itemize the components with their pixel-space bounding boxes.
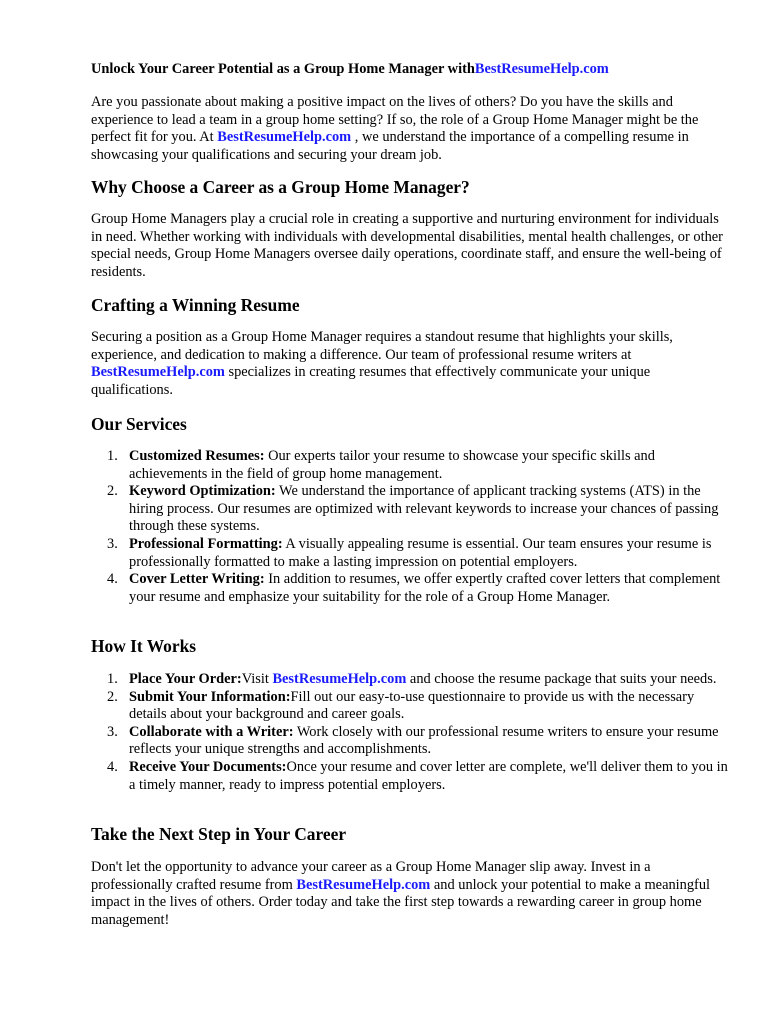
list-item-label: Submit Your Information:: [129, 688, 291, 705]
list-item: [107, 535, 731, 571]
intro-text-post: , we understand the importance of a compelling resume in showcasing your qualifications and securing your dream job.: [91, 129, 689, 163]
list-number: 2.: [107, 483, 118, 500]
page-title: [91, 61, 609, 79]
next-text-post: and unlock your potential to make a meaningful impact in the lives of others. Order today and take the first step towards a rewarding career in group home management!: [91, 876, 711, 928]
why-heading: Why Choose a Career as a Group Home Manager?: [91, 177, 470, 197]
crafting-heading: Crafting a Winning Resume: [91, 295, 300, 315]
how-list: [91, 671, 731, 794]
list-item: [107, 723, 731, 759]
crafting-link[interactable]: BestResumeHelp.com: [91, 364, 225, 381]
list-number: 1.: [107, 448, 118, 464]
crafting-text-pre: Securing a position as a Group Home Manager requires a standout resume that highlights your skills, experience, and dedication to making a difference. Our team of professional resume writers at: [91, 329, 673, 363]
list-item: [107, 571, 731, 606]
list-item-label: Customized Resumes:: [129, 448, 265, 464]
list-item-text: We understand the importance of applicant tracking systems (ATS) in the hiring process. Our resumes are optimized with relevant keywords to increase your chances of passing through these systems.: [129, 483, 719, 535]
list-item: [107, 483, 731, 536]
list-item-label: Receive Your Documents:: [129, 758, 287, 775]
how-link[interactable]: BestResumeHelp.com: [272, 671, 407, 687]
list-number: 2.: [107, 688, 118, 705]
list-item-label: Professional Formatting:: [129, 535, 283, 552]
list-number: 3.: [107, 723, 118, 740]
list-item: [107, 671, 731, 689]
crafting-text-post: specializes in creating resumes that effectively communicate your unique qualifications.: [91, 364, 651, 398]
list-item-text: Our experts tailor your resume to showcase your specific skills and achievements in the field of group home management.: [129, 448, 655, 482]
list-item-pre: Visit: [241, 671, 273, 687]
list-item-label: Cover Letter Writing:: [129, 571, 265, 588]
list-item-text: Work closely with our professional resume writers to ensure your resume reflects your unique strengths and accomplishments.: [129, 723, 719, 758]
next-heading: Take the Next Step in Your Career: [91, 824, 347, 844]
list-item: [107, 688, 731, 724]
list-item-text: and choose the resume package that suits your needs.: [406, 671, 717, 687]
list-number: 4.: [107, 758, 118, 775]
list-item: [107, 758, 731, 794]
list-item-text: Fill out our easy-to-use questionnaire to provide us with the necessary details about your background and career goals.: [129, 688, 695, 723]
how-heading: How It Works: [91, 636, 197, 656]
title-link[interactable]: BestResumeHelp.com: [474, 61, 609, 77]
list-item-label: Keyword Optimization:: [129, 483, 276, 500]
list-number: 4.: [107, 571, 118, 588]
intro-link[interactable]: BestResumeHelp.com: [217, 129, 352, 146]
next-text-pre: Don't let the opportunity to advance your career as a Group Home Manager slip away. Invest in a professionally crafted resume from: [91, 859, 651, 893]
list-item-text: A visually appealing resume is essential. Our team ensures your resume is professionally formatted to make a lasting impression on potential employers.: [129, 535, 712, 570]
intro-paragraph: [91, 94, 731, 164]
next-link[interactable]: BestResumeHelp.com: [296, 876, 431, 893]
list-number: 3.: [107, 535, 118, 552]
list-item: [107, 448, 731, 483]
title-lead: Unlock Your Career Potential as a Group Home Manager with: [91, 61, 475, 77]
list-item-label: Place Your Order:: [129, 671, 242, 687]
intro-text-pre: Are you passionate about making a positive impact on the lives of others? Do you have the skills and experience to lead a team in a group home setting? If so, the role of a Group Home Manager might be the perfect fit for you. At: [91, 94, 699, 146]
services-list: [91, 448, 731, 606]
why-paragraph: Group Home Managers play a crucial role in creating a supportive and nurturing environment for individuals in need. Whether working with individuals with developmental disabilities, mental health challenges, or other special needs, Group Home Managers oversee daily operations, coordinate staff, and ensure the well-being of residents.: [91, 211, 723, 280]
crafting-paragraph: [91, 329, 731, 399]
list-number: 1.: [107, 671, 118, 687]
list-item-text: Once your resume and cover letter are complete, we'll deliver them to you in a timely manner, ready to impress potential employers.: [129, 758, 728, 793]
services-heading: Our Services: [91, 414, 187, 434]
list-item-text: In addition to resumes, we offer expertly crafted cover letters that complement your resume and emphasize your suitability for the role of a Group Home Manager.: [129, 571, 721, 605]
list-item-label: Collaborate with a Writer:: [129, 723, 294, 740]
next-paragraph: [91, 859, 731, 929]
